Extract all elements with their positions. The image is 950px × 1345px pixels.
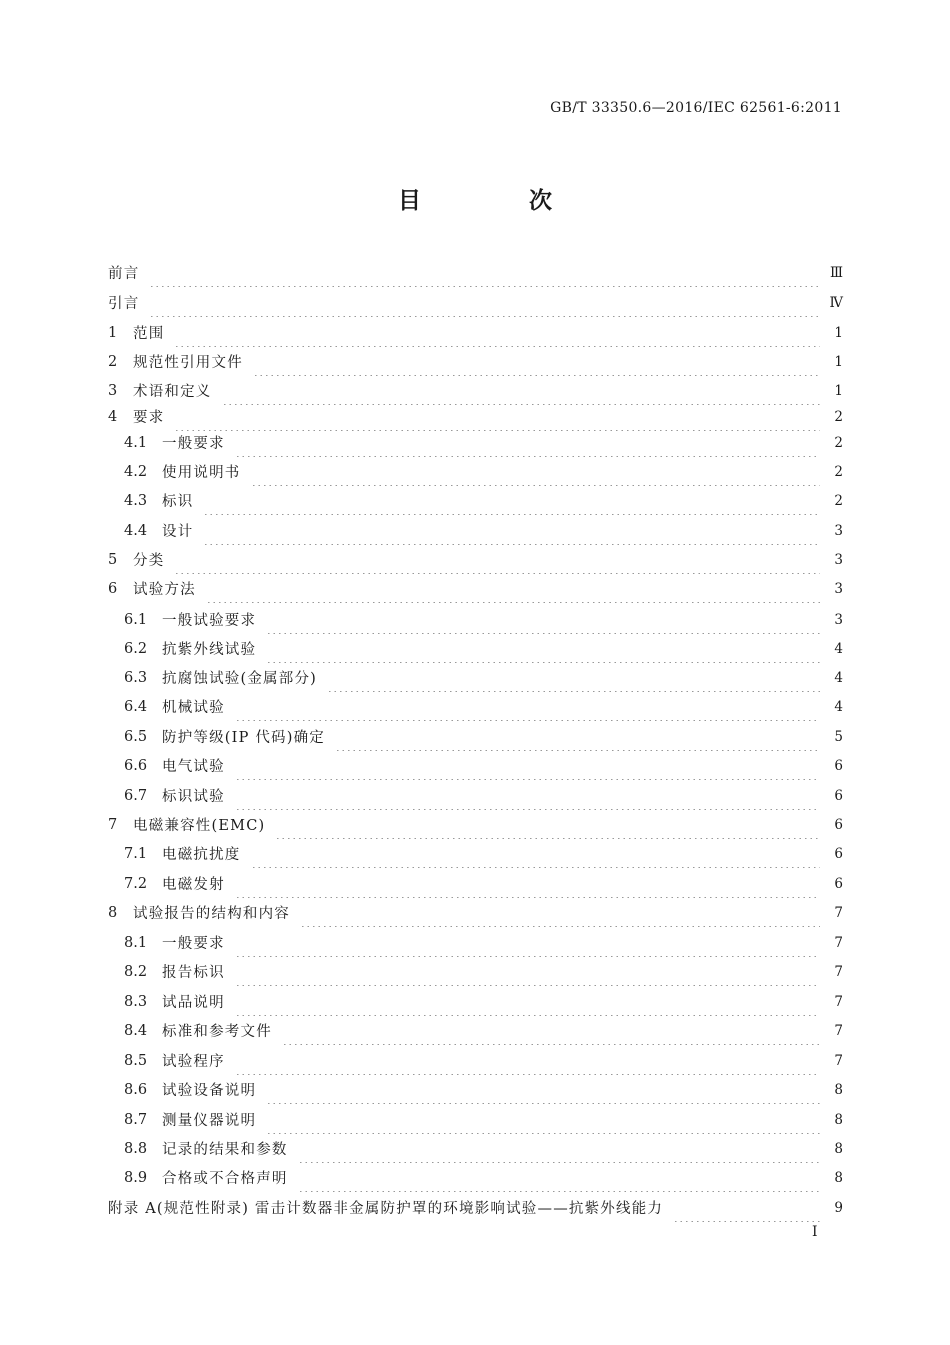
toc-dot-leader [266, 1105, 820, 1134]
toc-entry-page: 7 [834, 1022, 843, 1039]
toc-entry-page: 4 [834, 698, 843, 715]
toc-entry-number: 2 [108, 353, 118, 370]
toc-entry-label: 试验方法 [133, 582, 196, 598]
toc-entry-number: 8.4 [124, 1022, 148, 1039]
toc-entry[interactable] [124, 722, 843, 751]
toc-entry-label: 机械试验 [162, 700, 225, 716]
toc-entry-number: 7 [108, 816, 118, 833]
toc-entry-number: 6.1 [124, 611, 148, 628]
toc-entry[interactable] [108, 347, 843, 376]
toc-entry-page: 8 [834, 1111, 843, 1128]
toc-entry-number: 6.4 [124, 698, 148, 715]
toc-entry-label: 一般要求 [162, 936, 225, 952]
toc-entry-label: 一般试验要求 [162, 613, 257, 629]
toc-entry-number: 7.1 [124, 845, 148, 862]
toc-dot-leader [298, 1163, 820, 1192]
toc-entry[interactable] [124, 928, 843, 957]
toc-entry[interactable] [124, 957, 843, 986]
toc-dot-leader [282, 1016, 820, 1045]
toc-entry-page: Ⅲ [829, 264, 843, 281]
toc-entry[interactable] [124, 516, 843, 545]
toc-entry-number: 8.5 [124, 1052, 148, 1069]
page-number: I [812, 1224, 818, 1240]
toc-dot-leader [149, 288, 820, 317]
toc-entry[interactable] [124, 634, 843, 663]
toc-entry[interactable] [124, 1046, 843, 1075]
toc-entry-label: 电气试验 [162, 759, 225, 775]
toc-dot-leader [673, 1193, 820, 1222]
standard-code: GB/T 33350.6—2016/IEC 62561-6:2011 [550, 100, 842, 116]
toc-entry-page: 7 [834, 963, 843, 980]
toc-entry-label: 试验报告的结构和内容 [133, 906, 290, 922]
toc-dot-leader [206, 574, 820, 603]
toc-entry[interactable] [124, 428, 843, 457]
toc-entry[interactable] [124, 1016, 843, 1045]
toc-entry-number: 8.3 [124, 993, 148, 1010]
toc-entry-number: 4 [108, 408, 118, 425]
toc-entry[interactable] [124, 839, 843, 868]
toc-entry[interactable] [108, 574, 843, 603]
toc-entry-label: 一般要求 [162, 436, 225, 452]
toc-dot-leader [203, 516, 820, 545]
toc-entry-number: 8 [108, 904, 118, 921]
toc-entry-label: 抗腐蚀试验(金属部分) [162, 671, 318, 687]
toc-dot-leader [327, 663, 820, 692]
toc-entry[interactable] [108, 258, 843, 287]
toc-entry[interactable] [124, 457, 843, 486]
toc-dot-leader [174, 545, 820, 574]
toc-entry-label: 电磁兼容性(EMC) [133, 818, 266, 834]
toc-entry-label: 标识试验 [162, 789, 225, 805]
toc-entry-page: 9 [834, 1199, 843, 1216]
toc-entry-page: 7 [834, 934, 843, 951]
toc-entry[interactable] [124, 751, 843, 780]
toc-entry[interactable] [124, 1105, 843, 1134]
toc-dot-leader [235, 751, 820, 780]
toc-dot-leader [253, 347, 820, 376]
toc-entry-number: 4.4 [124, 522, 148, 539]
toc-entry-page: 6 [834, 875, 843, 892]
toc-dot-leader [235, 781, 820, 810]
toc-entry-page: 1 [834, 324, 843, 341]
toc-entry-label: 测量仪器说明 [162, 1113, 257, 1129]
toc-dot-leader [222, 376, 821, 405]
toc-entry-page: 4 [834, 640, 843, 657]
toc-entry[interactable] [108, 1193, 843, 1222]
toc-dot-leader [203, 486, 820, 515]
toc-entry-number: 6 [108, 580, 118, 597]
toc-entry-number: 4.1 [124, 434, 148, 451]
toc-dot-leader [235, 987, 820, 1016]
toc-dot-leader [174, 318, 820, 347]
toc-entry-number: 6.2 [124, 640, 148, 657]
toc-entry[interactable] [108, 898, 843, 927]
toc-entry-label: 附录 A(规范性附录) 雷击计数器非金属防护罩的环境影响试验——抗紫外线能力 [108, 1201, 664, 1217]
toc-entry-label: 试验设备说明 [162, 1083, 257, 1099]
toc-entry[interactable] [124, 869, 843, 898]
toc-entry-label: 引言 [108, 296, 140, 312]
toc-entry-page: 7 [834, 993, 843, 1010]
toc-dot-leader [235, 692, 820, 721]
toc-dot-leader [235, 428, 820, 457]
toc-entry-label: 设计 [162, 524, 194, 540]
toc-dot-leader [266, 634, 820, 663]
toc-dot-leader [300, 898, 820, 927]
toc-entry-number: 8.6 [124, 1081, 148, 1098]
toc-entry-page: 1 [834, 353, 843, 370]
toc-entry[interactable] [124, 663, 843, 692]
toc-entry-label: 规范性引用文件 [133, 355, 243, 371]
toc-entry[interactable] [124, 1163, 843, 1192]
toc-entry-number: 6.3 [124, 669, 148, 686]
toc-entry[interactable] [124, 605, 843, 634]
toc-entry-label: 抗紫外线试验 [162, 642, 257, 658]
toc-entry-label: 记录的结果和参数 [162, 1142, 288, 1158]
toc-entry-label: 报告标识 [162, 965, 225, 981]
toc-dot-leader [298, 1134, 820, 1163]
toc-entry-page: 2 [834, 408, 843, 425]
toc-entry-page: 7 [834, 1052, 843, 1069]
toc-entry-label: 标准和参考文件 [162, 1024, 272, 1040]
toc-entry-label: 使用说明书 [162, 465, 241, 481]
toc-dot-leader [335, 722, 820, 751]
toc-entry-page: 7 [834, 904, 843, 921]
toc-dot-leader [235, 957, 820, 986]
toc-entry-number: 6.6 [124, 757, 148, 774]
toc-entry[interactable] [108, 810, 843, 839]
toc-entry-label: 术语和定义 [133, 384, 212, 400]
toc-entry-number: 8.1 [124, 934, 148, 951]
toc-entry-number: 3 [108, 382, 118, 399]
toc-entry-page: 3 [834, 522, 843, 539]
toc-entry-page: 6 [834, 845, 843, 862]
toc-entry-page: 4 [834, 669, 843, 686]
toc-dot-leader [149, 258, 820, 287]
toc-entry-label: 标识 [162, 494, 194, 510]
toc-entry-number: 8.9 [124, 1169, 148, 1186]
toc-entry[interactable] [108, 402, 843, 431]
toc-entry-page: 8 [834, 1169, 843, 1186]
toc-dot-leader [275, 810, 820, 839]
toc-entry-page: 1 [834, 382, 843, 399]
toc-entry[interactable] [108, 288, 843, 317]
toc-entry-number: 8.2 [124, 963, 148, 980]
toc-entry-number: 1 [108, 324, 118, 341]
toc-entry-label: 试品说明 [162, 995, 225, 1011]
toc-entry-page: 6 [834, 757, 843, 774]
toc-dot-leader [235, 928, 820, 957]
toc-entry-page: 6 [834, 787, 843, 804]
toc-dot-leader [174, 402, 820, 431]
toc-dot-leader [266, 605, 820, 634]
toc-entry-label: 前言 [108, 266, 140, 282]
toc-entry[interactable] [124, 1075, 843, 1104]
toc-entry-page: 2 [834, 492, 843, 509]
toc-entry-page: 8 [834, 1140, 843, 1157]
toc-entry[interactable] [124, 1134, 843, 1163]
toc-entry[interactable] [124, 692, 843, 721]
toc-entry-page: 3 [834, 611, 843, 628]
toc-entry-label: 电磁发射 [162, 877, 225, 893]
page-title: 目 次 [397, 188, 602, 214]
toc-entry-page: 2 [834, 434, 843, 451]
toc-entry[interactable] [124, 987, 843, 1016]
toc-entry-page: 8 [834, 1081, 843, 1098]
toc-entry-number: 6.5 [124, 728, 148, 745]
toc-dot-leader [235, 869, 820, 898]
toc-entry-label: 合格或不合格声明 [162, 1171, 288, 1187]
toc-entry-label: 分类 [133, 553, 165, 569]
toc-entry-page: 6 [834, 816, 843, 833]
toc-entry-number: 4.2 [124, 463, 148, 480]
toc-dot-leader [266, 1075, 820, 1104]
toc-entry-label: 电磁抗扰度 [162, 847, 241, 863]
toc-entry-number: 8.7 [124, 1111, 148, 1128]
toc-entry-page: 3 [834, 580, 843, 597]
toc-entry-page: 3 [834, 551, 843, 568]
toc-entry-number: 8.8 [124, 1140, 148, 1157]
toc-entry-number: 5 [108, 551, 118, 568]
toc-entry[interactable] [124, 486, 843, 515]
toc-entry-label: 防护等级(IP 代码)确定 [162, 730, 326, 746]
toc-entry-number: 4.3 [124, 492, 148, 509]
toc-entry-number: 7.2 [124, 875, 148, 892]
toc-entry[interactable] [108, 545, 843, 574]
toc-entry-label: 试验程序 [162, 1054, 225, 1070]
toc-entry-page: 2 [834, 463, 843, 480]
toc-dot-leader [251, 839, 821, 868]
toc-entry-page: 5 [834, 728, 843, 745]
toc-entry[interactable] [124, 781, 843, 810]
toc-entry-label: 要求 [133, 410, 165, 426]
toc-entry[interactable] [108, 376, 843, 405]
toc-entry-page: Ⅳ [829, 294, 843, 311]
toc-entry-label: 范围 [133, 326, 165, 342]
toc-dot-leader [251, 457, 821, 486]
toc-dot-leader [235, 1046, 820, 1075]
toc-entry-number: 6.7 [124, 787, 148, 804]
toc-entry[interactable] [108, 318, 843, 347]
